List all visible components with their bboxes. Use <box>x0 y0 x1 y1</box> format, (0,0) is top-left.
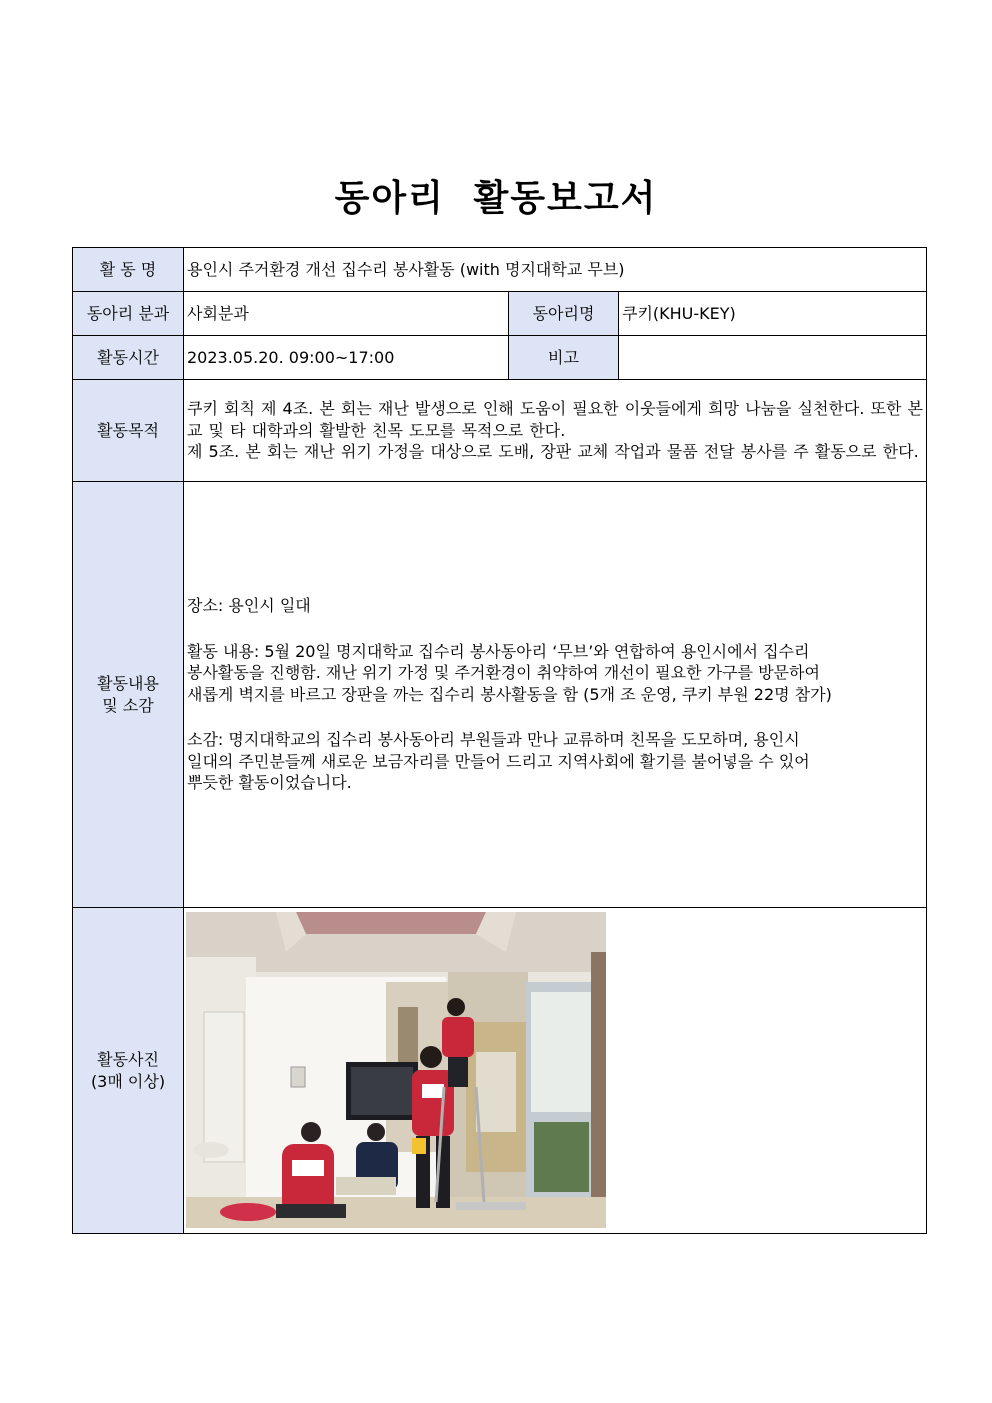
activity-name-value: 용인시 주거환경 개선 집수리 봉사활동 (with 명지대학교 무브) <box>184 248 927 292</box>
activity-detail-line: 새롭게 벽지를 바르고 장판을 까는 집수리 봉사활동을 함 (5개 조 운영, 쿠키 부원 22명 참가) <box>187 684 832 704</box>
division-label: 동아리 분과 <box>73 292 184 336</box>
content-value <box>184 482 927 908</box>
purpose-label: 활동목적 <box>73 380 184 482</box>
note-value <box>619 336 927 380</box>
purpose-line: 쿠키 회칙 제 4조. 본 회는 재난 발생으로 인해 도움이 필요한 이웃들에게 희망 나눔을 실천한다. 또한 본교 및 타 대학과의 활발한 친목 도모를 목적으로 한다. <box>187 399 924 440</box>
time-label: 활동시간 <box>73 336 184 380</box>
activity-detail-line: 봉사활동을 진행함. 재난 위기 가정 및 주거환경이 취약하여 개선이 필요한 가구를 방문하여 <box>187 663 820 683</box>
division-row <box>73 292 927 336</box>
activity-name-label: 활 동 명 <box>73 248 184 292</box>
photo-cell <box>184 908 927 1234</box>
note-label: 비고 <box>509 336 619 380</box>
content-row <box>73 482 927 908</box>
purpose-value <box>184 380 927 482</box>
photo-label-line: (3매 이상) <box>90 1071 166 1091</box>
report-table <box>72 247 927 1234</box>
club-name-label: 동아리명 <box>509 292 619 336</box>
photo-label <box>73 908 184 1234</box>
content-label-line: 및 소감 <box>102 695 154 715</box>
club-name-value: 쿠키(KHU-KEY) <box>619 292 927 336</box>
activity-photo <box>186 912 606 1228</box>
division-value: 사회분과 <box>184 292 509 336</box>
time-row <box>73 336 927 380</box>
activity-detail-line: 활동 내용: 5월 20일 명지대학교 집수리 봉사동아리 ‘무브’와 연합하여 용인시에서 집수리 <box>187 641 810 661</box>
content-label <box>73 482 184 908</box>
impression-line: 뿌듯한 활동이었습니다. <box>187 773 352 793</box>
activity-name-row <box>73 248 927 292</box>
purpose-row <box>73 380 927 482</box>
location-text: 장소: 용인시 일대 <box>187 595 311 615</box>
purpose-line: 제 5조. 본 회는 재난 위기 가정을 대상으로 도배, 장판 교체 작업과 물품 전달 봉사를 주 활동으로 한다. <box>187 442 919 462</box>
photo-row <box>73 908 927 1234</box>
impression-line: 소감: 명지대학교의 집수리 봉사동아리 부원들과 만나 교류하며 친목을 도모하며, 용인시 <box>187 730 800 750</box>
photo-label-line: 활동사진 <box>97 1049 159 1069</box>
content-label-line: 활동내용 <box>97 673 159 693</box>
time-value: 2023.05.20. 09:00~17:00 <box>184 336 509 380</box>
page-title: 동아리 활동보고서 <box>334 178 658 219</box>
impression-line: 일대의 주민분들께 새로운 보금자리를 만들어 드리고 지역사회에 활기를 불어넣을 수 있어 <box>187 751 810 771</box>
